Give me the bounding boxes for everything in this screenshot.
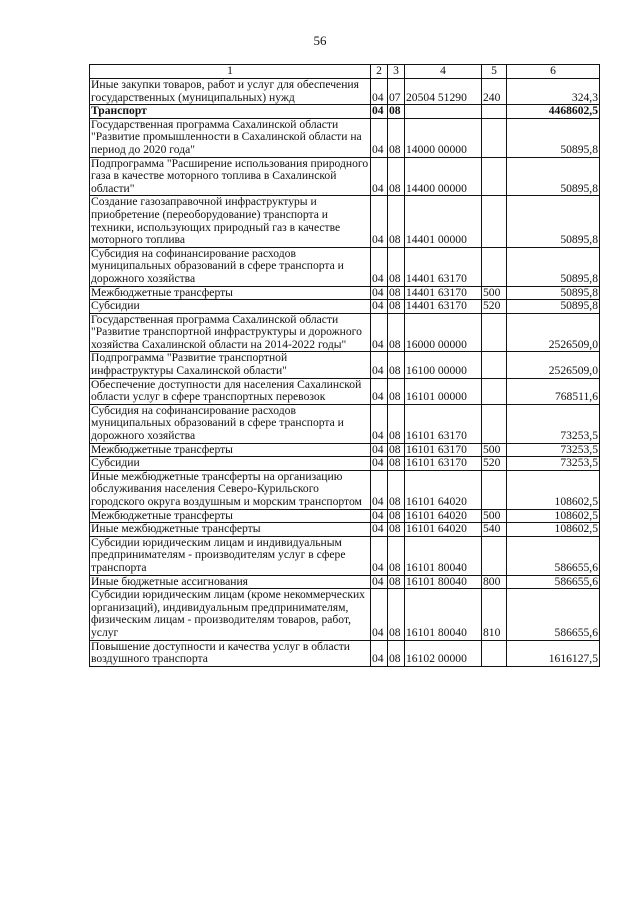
- row-subsection-cell: 08: [388, 457, 405, 471]
- row-subsection-cell: 08: [388, 105, 405, 119]
- header-col-1: 1: [90, 65, 371, 79]
- row-target-article-cell: 14400 00000: [405, 157, 482, 196]
- row-target-article-cell: 14401 63170: [405, 247, 482, 286]
- row-amount-cell: 586655,6: [507, 536, 600, 575]
- row-section-cell: 04: [371, 378, 388, 404]
- row-amount-cell: 73253,5: [507, 457, 600, 471]
- table-row: [90, 509, 600, 523]
- row-section-cell: 04: [371, 196, 388, 247]
- row-expense-type-cell: [482, 536, 507, 575]
- row-amount-cell: 586655,6: [507, 575, 600, 589]
- row-expense-type-cell: 500: [482, 509, 507, 523]
- row-subsection-cell: 08: [388, 509, 405, 523]
- row-expense-type-cell: 800: [482, 575, 507, 589]
- table-row: [90, 443, 600, 457]
- row-name-cell: Подпрограмма "Расширение использования природного газа в качестве моторного топлива в Сахалинской области": [90, 157, 371, 196]
- row-subsection-cell: 08: [388, 378, 405, 404]
- row-section-cell: 04: [371, 404, 388, 443]
- table-row: [90, 300, 600, 314]
- row-target-article-cell: 16101 63170: [405, 457, 482, 471]
- row-target-article-cell: 20504 51290: [405, 79, 482, 105]
- row-amount-cell: 73253,5: [507, 443, 600, 457]
- row-target-article-cell: 14401 00000: [405, 196, 482, 247]
- header-col-2: 2: [371, 65, 388, 79]
- row-name-cell: Иные межбюджетные трансферты: [90, 523, 371, 537]
- row-target-article-cell: 16101 63170: [405, 404, 482, 443]
- row-name-cell: Государственная программа Сахалинской области "Развитие промышленности в Сахалинской области на период до 2020 года": [90, 118, 371, 157]
- row-section-cell: 04: [371, 247, 388, 286]
- row-section-cell: 04: [371, 457, 388, 471]
- table-header-row: [90, 65, 600, 79]
- row-amount-cell: 108602,5: [507, 523, 600, 537]
- row-subsection-cell: 08: [388, 157, 405, 196]
- table-row: [90, 589, 600, 640]
- row-name-cell: Субсидии юридическим лицам (кроме некоммерческих организаций), индивидуальным предпринимателям, физическим лицам - производителям товаров, работ, услуг: [90, 589, 371, 640]
- row-section-cell: 04: [371, 523, 388, 537]
- row-section-cell: 04: [371, 443, 388, 457]
- row-expense-type-cell: [482, 105, 507, 119]
- row-subsection-cell: 08: [388, 536, 405, 575]
- row-section-cell: 04: [371, 79, 388, 105]
- row-subsection-cell: 08: [388, 443, 405, 457]
- row-name-cell: Иные бюджетные ассигнования: [90, 575, 371, 589]
- row-amount-cell: 324,3: [507, 79, 600, 105]
- row-target-article-cell: 16100 00000: [405, 352, 482, 378]
- row-name-cell: Подпрограмма "Развитие транспортной инфраструктуры Сахалинской области": [90, 352, 371, 378]
- row-amount-cell: 586655,6: [507, 589, 600, 640]
- row-subsection-cell: 08: [388, 352, 405, 378]
- row-name-cell: Субсидии: [90, 457, 371, 471]
- row-subsection-cell: 08: [388, 523, 405, 537]
- row-amount-cell: 2526509,0: [507, 352, 600, 378]
- table-row: [90, 247, 600, 286]
- header-col-4: 4: [405, 65, 482, 79]
- table-row: [90, 313, 600, 352]
- row-section-cell: 04: [371, 536, 388, 575]
- row-expense-type-cell: 520: [482, 457, 507, 471]
- row-expense-type-cell: [482, 118, 507, 157]
- row-amount-cell: 4468602,5: [507, 105, 600, 119]
- table-row: [90, 640, 600, 666]
- row-expense-type-cell: [482, 196, 507, 247]
- row-target-article-cell: 14401 63170: [405, 300, 482, 314]
- row-name-cell: Субсидии юридическим лицам и индивидуальным предпринимателям - производителям услуг в сфере транспорта: [90, 536, 371, 575]
- row-section-cell: 04: [371, 352, 388, 378]
- table-row: [90, 286, 600, 300]
- row-expense-type-cell: 810: [482, 589, 507, 640]
- table-row: [90, 157, 600, 196]
- row-amount-cell: 50895,8: [507, 247, 600, 286]
- table-row: [90, 196, 600, 247]
- row-target-article-cell: 16101 80040: [405, 536, 482, 575]
- row-target-article-cell: 16101 80040: [405, 589, 482, 640]
- row-expense-type-cell: 500: [482, 443, 507, 457]
- row-amount-cell: 108602,5: [507, 470, 600, 509]
- row-section-cell: 04: [371, 589, 388, 640]
- row-subsection-cell: 08: [388, 196, 405, 247]
- budget-table: [89, 64, 600, 667]
- row-amount-cell: 73253,5: [507, 404, 600, 443]
- row-name-cell: Обеспечение доступности для населения Сахалинской области услуг в сфере транспортных перевозок: [90, 378, 371, 404]
- row-expense-type-cell: [482, 313, 507, 352]
- row-name-cell: Субсидия на софинансирование расходов муниципальных образований в сфере транспорта и дорожного хозяйства: [90, 404, 371, 443]
- row-target-article-cell: [405, 105, 482, 119]
- row-section-cell: 04: [371, 640, 388, 666]
- row-name-cell: Повышение доступности и качества услуг в области воздушного транспорта: [90, 640, 371, 666]
- row-subsection-cell: 08: [388, 640, 405, 666]
- row-expense-type-cell: [482, 247, 507, 286]
- row-amount-cell: 50895,8: [507, 286, 600, 300]
- row-expense-type-cell: 540: [482, 523, 507, 537]
- row-section-cell: 04: [371, 105, 388, 119]
- row-section-cell: 04: [371, 118, 388, 157]
- row-name-cell: Государственная программа Сахалинской области "Развитие транспортной инфраструктуры и дорожного хозяйства Сахалинской области на 2014-2022 годы": [90, 313, 371, 352]
- row-name-cell: Межбюджетные трансферты: [90, 509, 371, 523]
- table-row: [90, 105, 600, 119]
- table-row: [90, 457, 600, 471]
- row-expense-type-cell: [482, 378, 507, 404]
- row-name-cell: Межбюджетные трансферты: [90, 443, 371, 457]
- row-subsection-cell: 08: [388, 286, 405, 300]
- header-col-5: 5: [482, 65, 507, 79]
- row-section-cell: 04: [371, 300, 388, 314]
- row-target-article-cell: 16101 64020: [405, 509, 482, 523]
- row-name-cell: Создание газозаправочной инфраструктуры и приобретение (переоборудование) транспорта и техники, использующих природный газ в качестве моторного топлива: [90, 196, 371, 247]
- row-expense-type-cell: [482, 640, 507, 666]
- row-name-cell: Транспорт: [90, 105, 371, 119]
- row-subsection-cell: 08: [388, 247, 405, 286]
- row-expense-type-cell: [482, 470, 507, 509]
- row-target-article-cell: 14401 63170: [405, 286, 482, 300]
- row-name-cell: Субсидии: [90, 300, 371, 314]
- table-row: [90, 118, 600, 157]
- row-subsection-cell: 08: [388, 313, 405, 352]
- row-amount-cell: 108602,5: [507, 509, 600, 523]
- table-body: [90, 79, 600, 667]
- row-amount-cell: 768511,6: [507, 378, 600, 404]
- row-subsection-cell: 08: [388, 118, 405, 157]
- table-row: [90, 523, 600, 537]
- table-row: [90, 404, 600, 443]
- row-expense-type-cell: [482, 157, 507, 196]
- row-subsection-cell: 08: [388, 589, 405, 640]
- row-section-cell: 04: [371, 313, 388, 352]
- row-section-cell: 04: [371, 157, 388, 196]
- row-subsection-cell: 08: [388, 404, 405, 443]
- row-subsection-cell: 07: [388, 79, 405, 105]
- table-row: [90, 575, 600, 589]
- row-section-cell: 04: [371, 509, 388, 523]
- table-row: [90, 536, 600, 575]
- row-name-cell: Межбюджетные трансферты: [90, 286, 371, 300]
- table-row: [90, 352, 600, 378]
- row-expense-type-cell: 520: [482, 300, 507, 314]
- row-target-article-cell: 16101 64020: [405, 470, 482, 509]
- page-number: 56: [313, 33, 327, 48]
- row-target-article-cell: 16101 80040: [405, 575, 482, 589]
- row-section-cell: 04: [371, 470, 388, 509]
- table-row: [90, 470, 600, 509]
- row-section-cell: 04: [371, 575, 388, 589]
- row-subsection-cell: 08: [388, 300, 405, 314]
- row-amount-cell: 50895,8: [507, 196, 600, 247]
- row-target-article-cell: 14000 00000: [405, 118, 482, 157]
- row-expense-type-cell: [482, 404, 507, 443]
- row-name-cell: Иные закупки товаров, работ и услуг для обеспечения государственных (муниципальных) нужд: [90, 79, 371, 105]
- row-expense-type-cell: 500: [482, 286, 507, 300]
- row-expense-type-cell: [482, 352, 507, 378]
- row-expense-type-cell: 240: [482, 79, 507, 105]
- row-target-article-cell: 16000 00000: [405, 313, 482, 352]
- row-target-article-cell: 16101 64020: [405, 523, 482, 537]
- row-target-article-cell: 16102 00000: [405, 640, 482, 666]
- row-subsection-cell: 08: [388, 575, 405, 589]
- row-amount-cell: 1616127,5: [507, 640, 600, 666]
- table-row: [90, 79, 600, 105]
- row-target-article-cell: 16101 63170: [405, 443, 482, 457]
- row-subsection-cell: 08: [388, 470, 405, 509]
- table-row: [90, 378, 600, 404]
- header-col-3: 3: [388, 65, 405, 79]
- row-amount-cell: 50895,8: [507, 157, 600, 196]
- row-target-article-cell: 16101 00000: [405, 378, 482, 404]
- row-name-cell: Иные межбюджетные трансферты на организацию обслуживания населения Северо-Курильского городского округа воздушным и морским транспортом: [90, 470, 371, 509]
- header-col-6: 6: [507, 65, 600, 79]
- row-amount-cell: 50895,8: [507, 118, 600, 157]
- row-amount-cell: 2526509,0: [507, 313, 600, 352]
- row-amount-cell: 50895,8: [507, 300, 600, 314]
- row-name-cell: Субсидия на софинансирование расходов муниципальных образований в сфере транспорта и дорожного хозяйства: [90, 247, 371, 286]
- row-section-cell: 04: [371, 286, 388, 300]
